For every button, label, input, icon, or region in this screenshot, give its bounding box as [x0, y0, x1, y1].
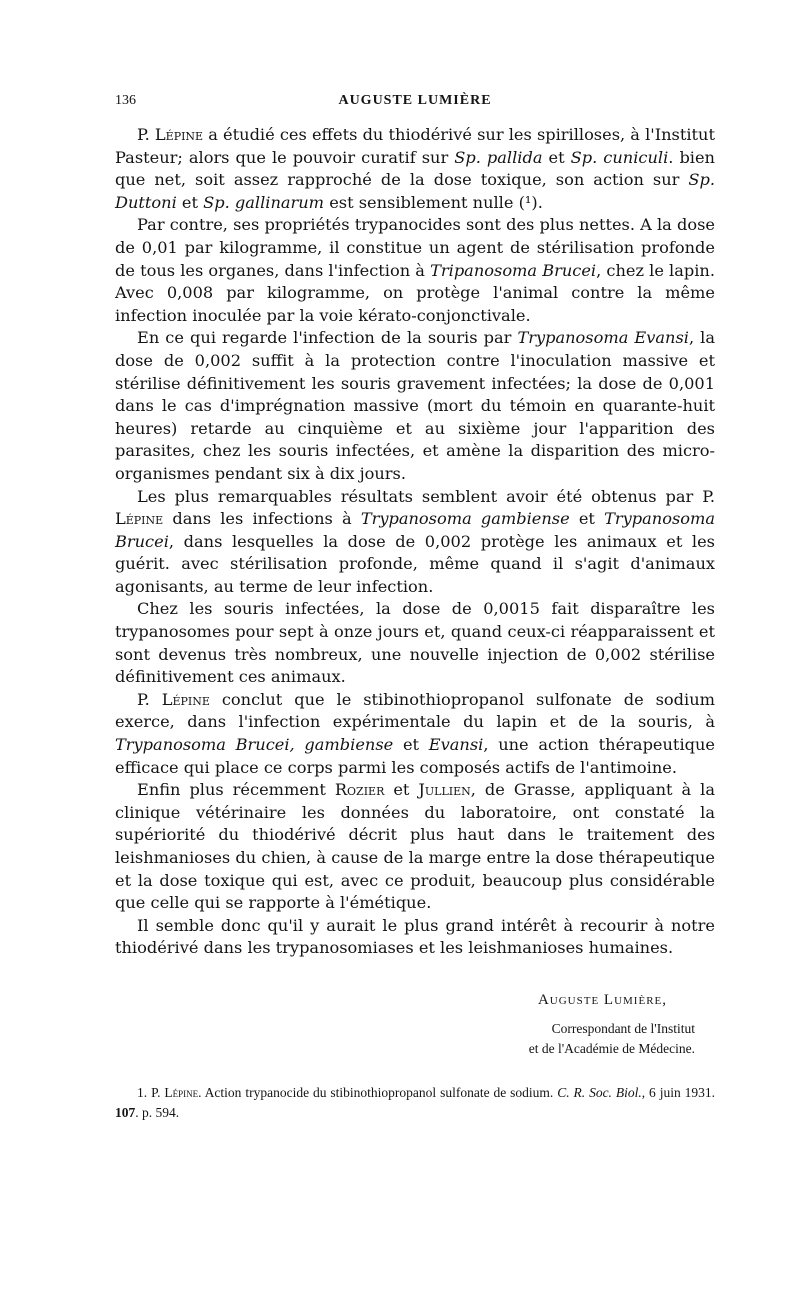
signature-name: Auguste Lumière,	[537, 992, 667, 1008]
species-name: Trypanosoma gambiense	[360, 509, 570, 529]
signature-title: Correspondant de l'Institut	[551, 1021, 695, 1036]
author-name: P. Lépine	[137, 689, 210, 709]
species-name: Tripanosoma Brucei	[430, 260, 597, 280]
signature-block	[115, 992, 715, 1059]
species-name: Evansi	[428, 735, 484, 755]
paragraph-3: En ce qui regarde l'infection de la souris par Trypanosoma Evansi, la dose de 0,002 suffit à la protection contre l'inoculation massive et stérilise définitivement les souris gravement infectées; la dose de 0,001 dans le cas d'imprégnation massive (mort du témoin en quarante-huit heures) retarde au cinquième et au sixième jour l'apparition des parasites, chez les souris infectées, et amène la disparition des micro-organismes pendant six à dix jours.	[115, 328, 715, 483]
paragraph-4: Les plus remarquables résultats semblent avoir été obtenus par P. Lépine dans les infections à Trypanosoma gambiense et Trypanosoma Brucei, dans lesquelles la dose de 0,002 protège les animaux et les guérit. avec stérilisation profonde, même quand il s'agit d'animaux agonisants, au terme de leur infection.	[115, 486, 715, 596]
author-name: P. Lépine	[151, 1085, 199, 1100]
paragraph-2: Par contre, ses propriétés trypanocides sont des plus nettes. A la dose de 0,01 par kilogramme, il constitue un agent de stérilisation profonde de tous les organes, dans l'infection à Tripanosoma Brucei, chez le lapin. Avec 0,008 par kilogramme, on protège l'animal contre la même infection inoculée par la voie kérato-conjonctivale.	[115, 215, 715, 325]
paragraph-1: P. Lépine a étudié ces effets du thiodérivé sur les spirilloses, à l'Institut Pasteur; alors que le pouvoir curatif sur Sp. pallida et Sp. cuniculi. bien que net, soit assez rapproché de la dose toxique, son action sur Sp. Duttoni et Sp. gallinarum est sensiblement nulle (¹).	[115, 125, 715, 212]
footnote: 1. P. Lépine. Action trypanocide du stibinothiopropanol sulfonate de sodium. C. R. Soc. Biol., 6 juin 1931. 107. p. 594.	[115, 1085, 716, 1120]
species-name: Sp. pallida	[454, 147, 543, 167]
paragraph-5: Chez les souris infectées, la dose de 0,0015 fait disparaître les trypanosomes pour sept à onze jours et, quand ceux-ci réapparaissent et sont devenus très nombreux, une nouvelle injection de 0,002 stérilise définitivement ces animaux.	[115, 599, 715, 687]
volume-number: 107	[115, 1105, 136, 1120]
running-head: AUGUSTE LUMIÈRE	[338, 93, 492, 108]
paragraph-7: Enfin plus récemment Rozier et Jullien, de Grasse, appliquant à la clinique vétérinaire les données du laboratoire, ont constaté la supériorité du thiodérivé décrit plus haut dans le traitement des leishmanioses du chien, à cause de la marge entre la dose thérapeutique et la dose toxique qui est, avec ce produit, beaucoup plus considérable que celle qui se rapporte à l'émétique.	[115, 780, 715, 913]
species-name: Trypanosoma Brucei, gambiense	[115, 735, 394, 755]
author-name: P. Lépine	[115, 486, 715, 529]
paragraph-8: Il semble donc qu'il y aurait le plus grand intérêt à recourir à notre thiodérivé dans les trypanosomiases et les leishmanioses humaines.	[115, 915, 715, 958]
species-name: Sp. cuniculi	[570, 147, 669, 167]
species-name: Trypanosoma Brucei	[115, 509, 715, 551]
author-name: Rozier	[334, 780, 385, 800]
article-body	[115, 124, 715, 960]
page-number: 136	[115, 93, 136, 108]
species-name: Sp. Duttoni	[115, 170, 715, 212]
species-name: Sp. gallinarum	[203, 192, 325, 212]
journal-name: C. R. Soc. Biol.	[557, 1085, 642, 1100]
author-name: Jullien	[418, 780, 471, 800]
signature-title: et de l'Académie de Médecine.	[528, 1041, 695, 1056]
footnote-number: 1.	[137, 1085, 148, 1100]
species-name: Trypanosoma Evansi	[517, 328, 689, 348]
page-header	[115, 93, 715, 115]
paragraph-6: P. Lépine conclut que le stibinothiopropanol sulfonate de sodium exerce, dans l'infection expérimentale du lapin et de la souris, à Trypanosoma Brucei, gambiense et Evansi, une action thérapeutique efficace qui place ce corps parmi les composés actifs de l'antimoine.	[115, 689, 715, 777]
author-name: P. Lépine	[137, 125, 204, 144]
